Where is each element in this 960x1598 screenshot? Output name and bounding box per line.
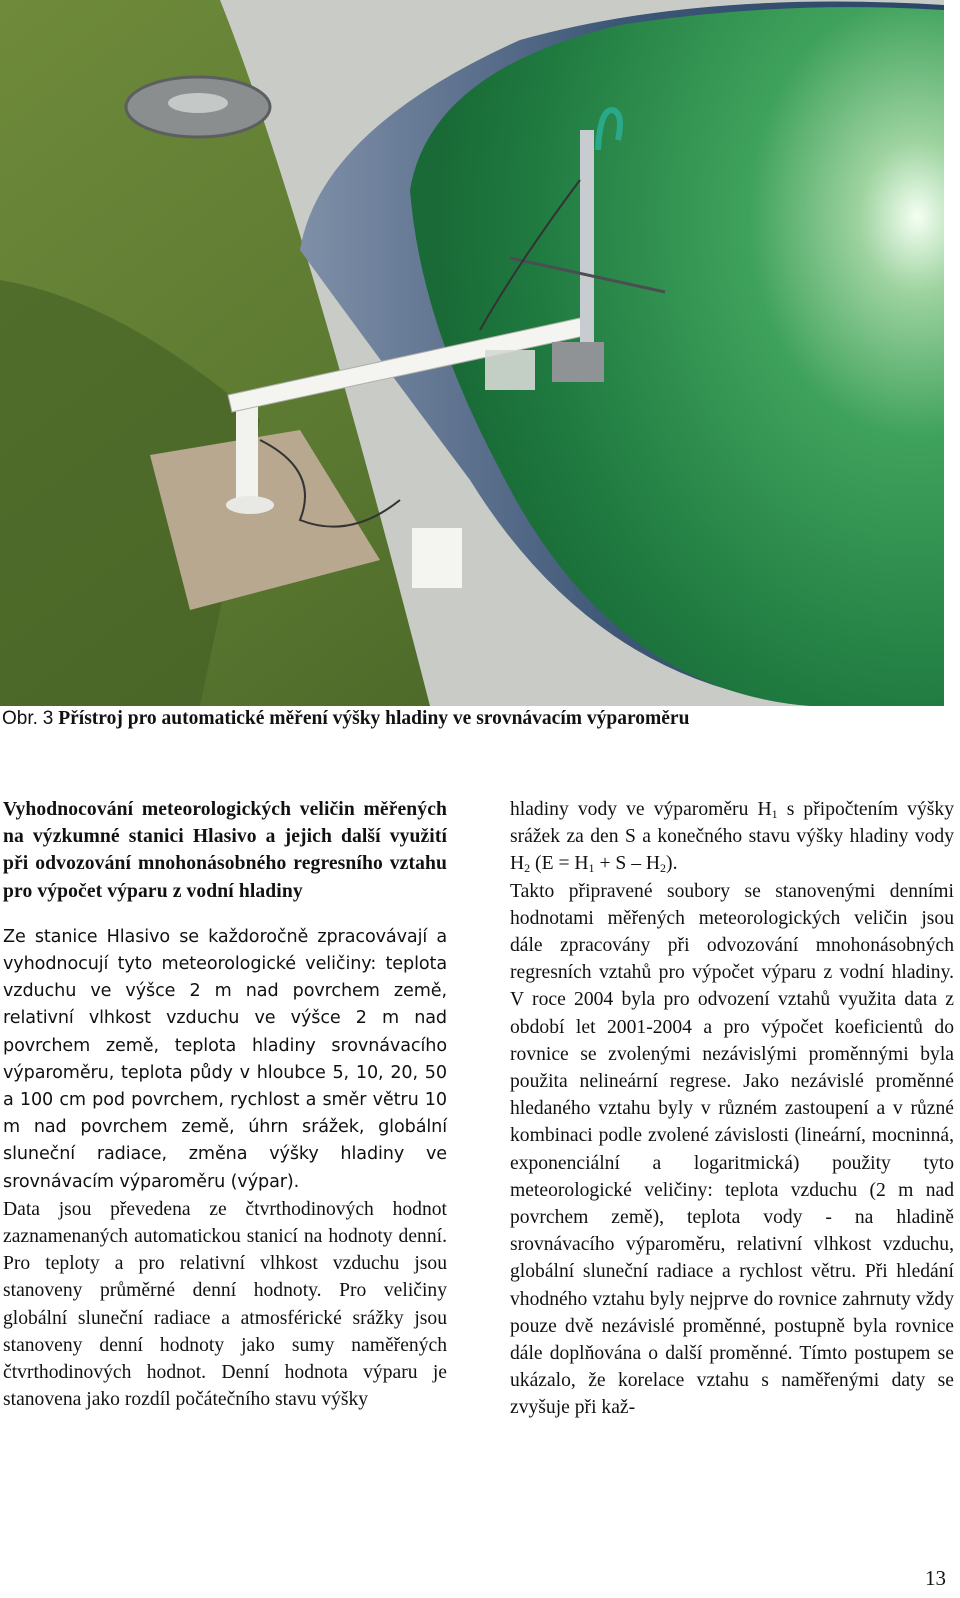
subscript: 2 [660,861,667,876]
paragraph-variables: Ze stanice Hlasivo se každoročně zpracovávají a vyhodnocují tyto meteorologické veličiny: teplota vzduchu ve výšce 2 m nad povrchem země, relativní vlhkost vzduchu ve výšce 2 m nad povrchem země, teplota hladiny srovnávacího výparoměru, teplota půdy v hloubce 5, 10, 20, 50 a 100 cm pod povrchem, rychlost a směr větru 10 m nad povrchem země, úhrn srážek, globální sluneční radiace, změna výšky hladiny ve srovnávacím výparoměru (výpar). [3,926,447,1192]
left-column [3,796,447,1413]
figure-caption [2,708,942,730]
text-fragment: (E = H [530,853,589,875]
paragraph-regression: Takto připravené soubory se stanovenými denními hodnotami měřených meteorologických veličin jsou dále zpracovány při odvozování mnohonásobných regresních vztahů pro výpočet výparu z vodní hladiny. V roce 2004 byla pro odvození vztahů využita data z období let 2001-2004 a pro výpočet koeficientů do rovnice se zvolenými nezávislými proměnnými byla použita nelineární regrese. Jako nezávislé proměnné hledaného vztahu byly v různém zastoupení a v různé kombinaci podle zvolené závislosti (lineární, mocninná, exponenciální a logaritmická) použity tyto meteorologické veličiny: teplota vzduchu (2 m nad povrchem země), teplota vody - na hladině srovnávacího výparoměru, relativní vlhkost vzduchu, globální sluneční radiace a rychlost větru. Při hledání vhodného vztahu byly nejprve do rovnice zahrnuty vždy pouze dvě nezávislé proměnné, postupně byla rovnice dále doplňována o další proměnné. Tímto postupem se ukázalo, že korelace vztahu s naměřenými daty se zvyšuje při kaž- [510,880,954,1419]
paragraph-evaporation-formula [510,796,954,878]
subscript: 1 [771,807,778,821]
text-fragment: s připočtením výšky srážek za den S a konečného stavu výšky hladiny vody H [510,799,954,875]
paragraph-data-conversion: Data jsou převedena ze čtvrthodinových hodnot zaznamenaných automatickou stanicí na hodnoty denní. Pro teploty a pro relativní vlhkost vzduchu jsou stanoveny průměrné denní hodnoty. Pro veličiny globální sluneční radiace a atmosférické srážky jsou stanoveny denní hodnoty jako sumy naměřených čtvrthodinových hodnot. Denní hodnota výparu je stanovena jako rozdíl počátečního stavu výšky [3,1198,447,1411]
text-fragment: ). [666,853,678,875]
text-fragment: hladiny vody ve výparoměru H [510,799,772,820]
subscript: 1 [588,861,595,876]
subscript: 2 [524,861,531,876]
figure-number: 3 [42,708,54,729]
figure-label: Obr. [2,708,38,729]
page-number: 13 [925,1566,946,1590]
figure-photo [0,0,944,706]
figure-caption-text: Přístroj pro automatické měření výšky hladiny ve srovnávacím výparoměru [58,708,690,729]
text-fragment: + S – H [594,853,661,875]
section-heading: Vyhodnocování meteorologických veličin měřených na výzkumné stanici Hlasivo a jejich další využití při odvozování mnohonásobného regresního vztahu pro výpočet výparu z vodní hladiny [3,799,447,902]
right-column [510,796,954,1422]
